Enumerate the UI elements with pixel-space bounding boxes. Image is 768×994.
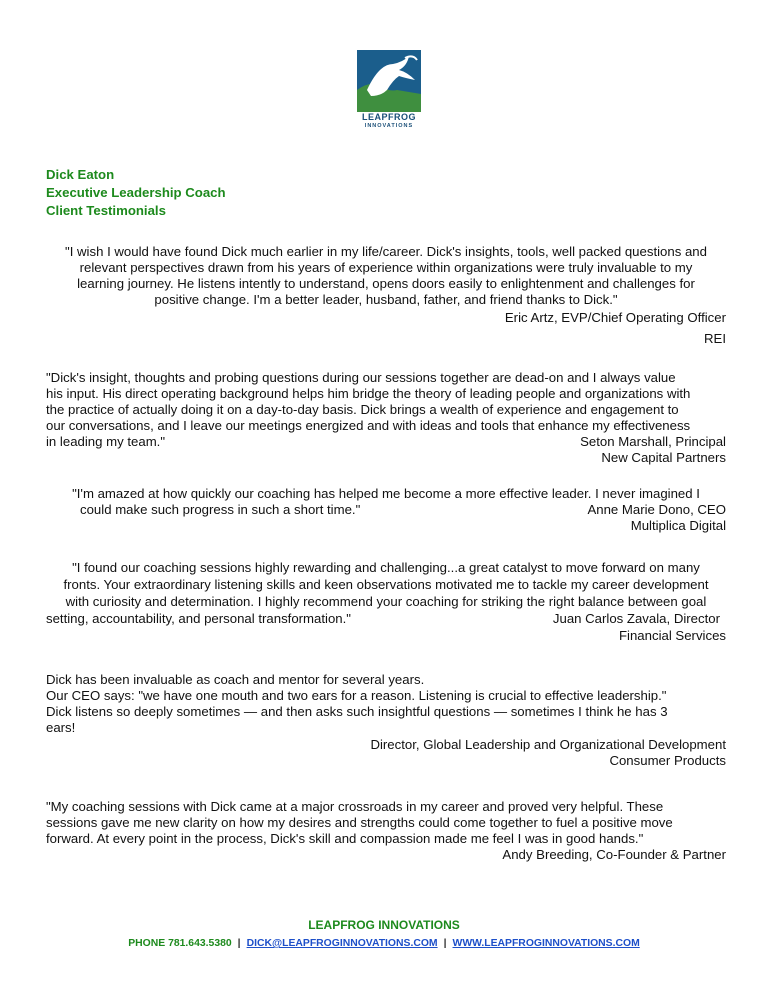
footer-website-link[interactable]: WWW.LEAPFROGINNOVATIONS.COM <box>452 938 640 949</box>
testimonial-line: Our CEO says: "we have one mouth and two ears for a reason. Listening is crucial to effective leadership." <box>46 688 667 703</box>
logo-tagline: INNOVATIONS <box>364 123 414 129</box>
testimonial-line: "I wish I would have found Dick much earlier in my life/career. Dick's insights, tools, well packed questions and <box>65 244 707 259</box>
testimonial-line: setting, accountability, and personal transformation." <box>46 611 351 626</box>
testimonial-line: forward. At every point in the process, Dick's skill and compassion made me feel I was in good hands." <box>46 831 644 846</box>
logo-wordmark: LEAPFROG <box>361 112 416 122</box>
testimonial-author: Director, Global Leadership and Organizational Development <box>370 737 726 752</box>
testimonial-org: REI <box>704 331 726 346</box>
testimonial-line-row <box>80 502 726 518</box>
footer-phone: PHONE 781.643.5380 <box>128 938 232 949</box>
logo-frog-mark <box>357 50 421 112</box>
testimonial-line: in leading my team." <box>46 434 166 449</box>
footer-company: LEAPFROG INNOVATIONS <box>308 918 460 932</box>
testimonial-line: with curiosity and determination. I highly recommend your coaching for striking the right balance between goal <box>65 594 707 609</box>
coach-name: Dick Eaton <box>46 167 115 182</box>
testimonial-line: our conversations, and I leave our meetings energized and with ideas and tools that enhance my effectiveness <box>46 418 691 433</box>
testimonial-line: Dick has been invaluable as coach and mentor for several years. <box>46 672 425 687</box>
company-logo <box>357 50 421 134</box>
testimonial-line: relevant perspectives drawn from his years of experience within organizations were truly invaluable to my <box>79 260 693 275</box>
footer-email-link[interactable]: DICK@LEAPFROGINNOVATIONS.COM <box>246 938 438 949</box>
testimonial-org: New Capital Partners <box>601 450 726 465</box>
testimonial-line: "Dick's insight, thoughts and probing questions during our sessions together are dead-on and I always value <box>46 370 676 385</box>
testimonial-org: Multiplica Digital <box>630 518 726 533</box>
testimonial-author: Andy Breeding, Co-Founder & Partner <box>502 847 726 862</box>
frog-icon <box>357 50 421 112</box>
page-header <box>46 166 226 220</box>
testimonial-line-row <box>46 611 726 627</box>
testimonial-line: fronts. Your extraordinary listening skills and keen observations motivated me to tackle my career development <box>63 577 709 592</box>
testimonial-line: ears! <box>46 720 76 735</box>
testimonial-author: Juan Carlos Zavala, Director <box>552 611 720 626</box>
testimonial-line: could make such progress in such a short time." <box>80 502 361 517</box>
testimonial-author: Seton Marshall, Principal <box>580 434 726 449</box>
footer-contact <box>0 937 768 951</box>
testimonial-author: Anne Marie Dono, CEO <box>587 502 726 517</box>
testimonial-org: Financial Services <box>618 628 726 643</box>
testimonial-line: his input. His direct operating background helps him bridge the theory of leading people and organizations with <box>46 386 691 401</box>
footer-separator: | <box>443 938 447 949</box>
page-title: Client Testimonials <box>46 203 166 218</box>
testimonial-line: Dick listens so deeply sometimes — and then asks such insightful questions — sometimes I think he has 3 <box>46 704 668 719</box>
testimonial-line: "I'm amazed at how quickly our coaching has helped me become a more effective leader. I never imagined I <box>72 486 700 501</box>
testimonial-line: "My coaching sessions with Dick came at a major crossroads in my career and proved very helpful. These <box>46 799 664 814</box>
coach-title: Executive Leadership Coach <box>46 185 226 200</box>
footer-separator: | <box>237 938 241 949</box>
testimonial-line-row <box>46 434 726 450</box>
testimonial-author: Eric Artz, EVP/Chief Operating Officer <box>504 310 726 325</box>
testimonial-line: learning journey. He listens intently to understand, opens doors easily to enlightenment and challenges for <box>77 276 695 291</box>
testimonial-org: Consumer Products <box>609 753 726 768</box>
testimonial-line: "I found our coaching sessions highly rewarding and challenging...a great catalyst to move forward on many <box>72 560 700 575</box>
testimonial-line: sessions gave me new clarity on how my desires and strengths could come together to fuel a positive move <box>46 815 673 830</box>
testimonial-line: the practice of actually doing it on a day-to-day basis. Dick brings a wealth of experience and engagement to <box>46 402 679 417</box>
testimonial-line: positive change. I'm a better leader, husband, father, and friend thanks to Dick." <box>154 292 618 307</box>
